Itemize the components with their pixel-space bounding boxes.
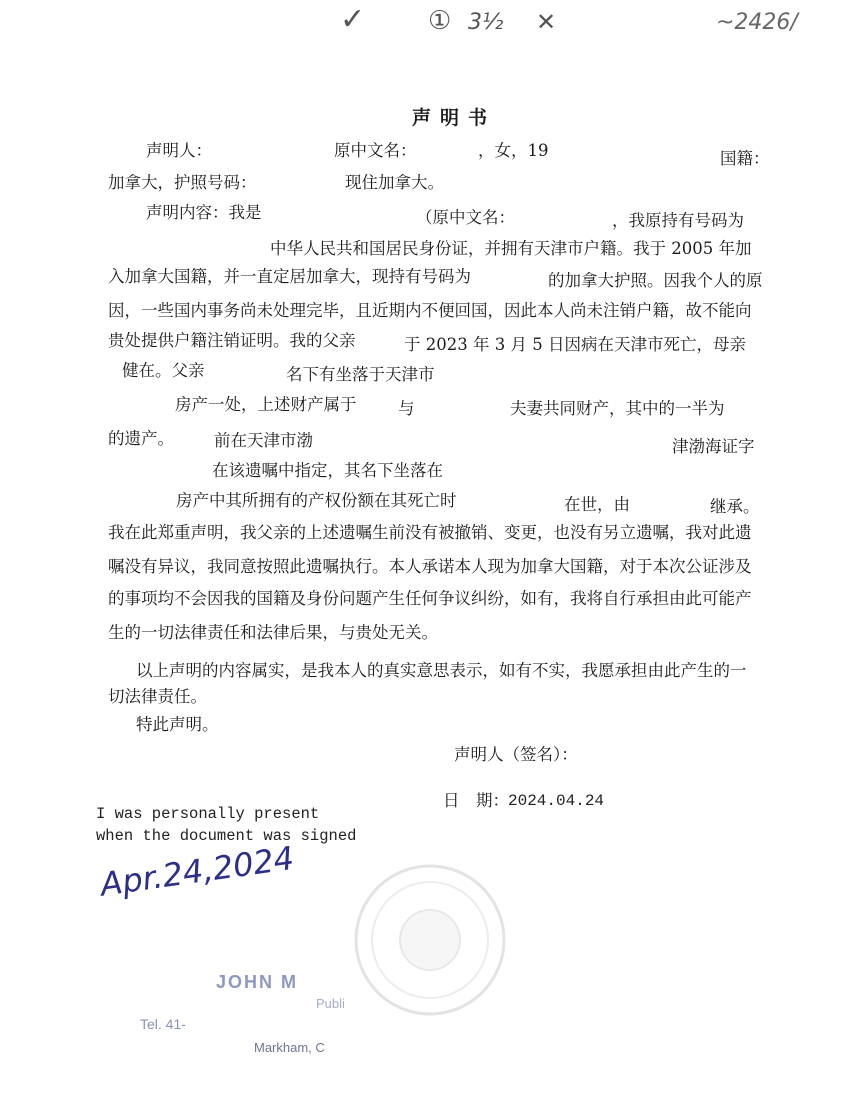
- notary-note-line1: I was personally present: [96, 805, 320, 823]
- embossed-seal: [350, 860, 510, 1020]
- handwritten-date: Apr.24,2024: [98, 838, 297, 904]
- date-value: 2024.04.24: [508, 792, 605, 810]
- text-line: 的事项均不会因我的国籍及身份问题产生任何争议纠纷，如有，我将自行承担由此可能产: [108, 589, 752, 608]
- text-line: 贵处提供户籍注销证明。我的父亲: [108, 331, 356, 350]
- text-line: 声明人：: [146, 141, 212, 160]
- stamp-fragment: Tel. 41-: [140, 1016, 186, 1032]
- text-line: 在世，由: [564, 495, 630, 514]
- document-title: 声明书: [412, 107, 497, 129]
- text-line: （原中文名：: [416, 208, 515, 227]
- text-line: 因，一些国内事务尚未处理完毕，且近期内不便回国，因此本人尚未注销户籍，故不能向: [108, 301, 752, 320]
- text-line: 声明内容：我是: [146, 203, 262, 222]
- text-line: 嘱没有异议，我同意按照此遗嘱执行。本人承诺本人现为加拿大国籍，对于本次公证涉及: [108, 557, 752, 576]
- text-line: 与: [398, 399, 415, 418]
- fraction-mark: 3½: [468, 10, 504, 35]
- text-line: 房产中其所拥有的产权份额在其死亡时: [176, 491, 457, 510]
- text-line: 加拿大，护照号码：: [108, 173, 257, 192]
- text-line: 切法律责任。: [108, 687, 207, 706]
- text-line: 于 2023 年 3 月 5 日因病在天津市死亡，母亲: [404, 335, 746, 354]
- text-line: 特此声明。: [136, 715, 219, 734]
- text-line: 的加拿大护照。因我个人的原: [548, 271, 763, 290]
- text-line: 前在天津市渤: [214, 431, 313, 450]
- text-line: 入加拿大国籍，并一直定居加拿大，现持有号码为: [108, 267, 471, 286]
- text-line: 生的一切法律责任和法律后果，与贵处无关。: [108, 623, 438, 642]
- text-line: 名下有坐落于天津市: [286, 365, 435, 384]
- text-line: ，我原持有号码为: [612, 211, 744, 230]
- text-line: 的遗产。: [108, 429, 174, 448]
- signature-label: 声明人（签名）：: [454, 745, 578, 764]
- cross-mark: ✕: [536, 8, 557, 36]
- text-line: 房产一处，上述财产属于: [175, 395, 357, 414]
- text-line: 以上声明的内容属实，是我本人的真实意思表示，如有不实，我愿承担由此产生的一: [136, 661, 747, 680]
- stamp-fragment: Publi: [316, 996, 345, 1011]
- text-line: 继承。: [710, 497, 760, 516]
- text-line: 中华人民共和国居民身份证，并拥有天津市户籍。我于 2005 年加: [270, 239, 752, 258]
- text-line: ，女，19: [478, 141, 549, 160]
- date-label: 日 期：: [443, 791, 509, 810]
- text-line: 我在此郑重声明，我父亲的上述遗嘱生前没有被撤销、变更，也没有另立遗嘱，我对此遗: [108, 523, 752, 542]
- text-line: 在该遗嘱中指定，其名下坐落在: [212, 461, 443, 480]
- text-line: 津渤海证字: [672, 437, 755, 456]
- notary-note-line2: when the document was signed: [96, 827, 357, 845]
- check-mark: ✓: [340, 2, 366, 37]
- text-line: 夫妻共同财产，其中的一半为: [510, 399, 725, 418]
- text-line: 健在。父亲: [122, 361, 205, 380]
- reference-code: ~2426/: [716, 10, 798, 35]
- text-line: 国籍：: [720, 149, 770, 168]
- circled-number-mark: ①: [428, 6, 452, 36]
- stamp-fragment: Markham, C: [254, 1040, 325, 1055]
- text-line: 原中文名：: [334, 141, 417, 160]
- text-line: 现住加拿大。: [345, 173, 444, 192]
- stamp-fragment: JOHN M: [216, 972, 299, 992]
